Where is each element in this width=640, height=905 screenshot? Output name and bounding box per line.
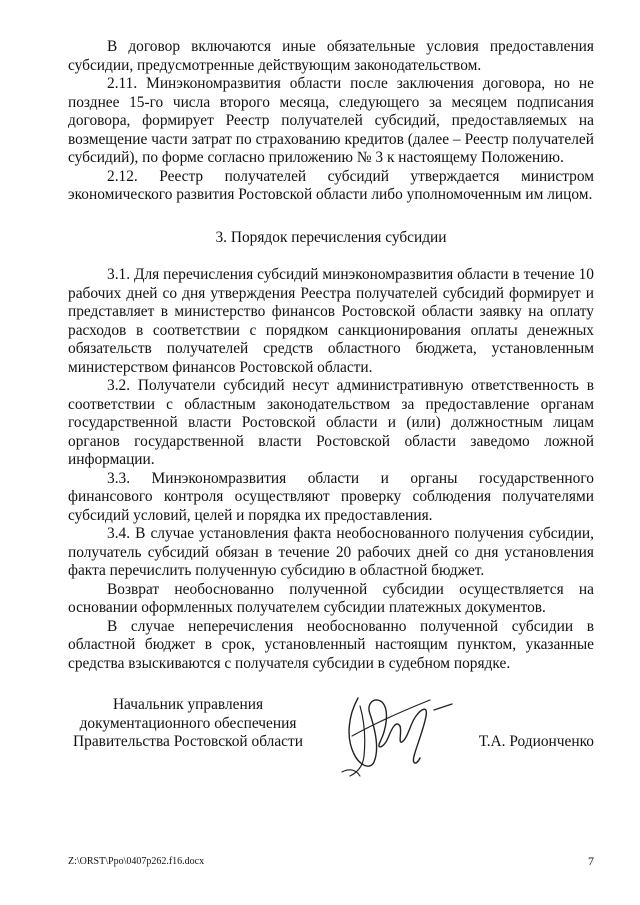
paragraph-3-3: 3.3. Минэкономразвития области и органы государственного финансового контроля осуществляют проверку соблюдения получателями субсидий условий, целей и порядка их предоставления.: [68, 469, 594, 524]
signatory-title-line: Правительства Ростовской области: [73, 733, 303, 750]
page-number: 7: [588, 854, 594, 868]
signatory-title-line: документационного обеспечения: [79, 714, 297, 732]
paragraph-3-2: 3.2. Получатели субсидий несут административную ответственность в соответствии с областным законодательством за предоставление органам государственной власти Ростовской области и (или) должностным лицам органов государственной власти Ростовской области заведомо ложной информации.: [68, 377, 594, 468]
paragraph-2-12: 2.12. Реестр получателей субсидий утверждается министром экономического развития Ростовской области либо уполномоченным им лицом.: [68, 167, 594, 203]
footer-file-path: Z:\ORST\Ppo\0407p262.f16.docx: [68, 856, 205, 867]
handwritten-signature: [330, 676, 460, 786]
signatory-title-line: Начальник управления: [112, 696, 264, 713]
paragraph-3-1: 3.1. Для перечисления субсидий минэкономразвития области в течение 10 рабочих дней со дня утверждения Реестра получателей субсидий формирует и представляет в министерство финансов Ростовской области заявку на оплату расходов в соответствии с порядком санкционирования оплаты денежных обязательств получателей средств областного бюджета, установленным министерством финансов Ростовской области.: [68, 266, 594, 376]
section-heading: 3. Порядок перечисления субсидии: [215, 229, 447, 246]
text-block-lower: [68, 266, 594, 673]
signatory-name: Т.А. Родионченко: [478, 733, 594, 750]
text-block-upper: [68, 38, 594, 205]
paragraph-refund: Возврат необоснованно полученной субсидии осуществляется на основании оформленных получателем субсидии платежных документов.: [68, 580, 594, 616]
paragraph-2-11: 2.11. Минэкономразвития области после заключения договора, но не позднее 15-го числа второго месяца, следующего за месяцем подписания договора, формирует Реестр получателей субсидий, предоставляемых на возмещение части затрат по страхованию кредитов (далее – Реестр получателей субсидий), по форме согласно приложению № 3 к настоящему Положению.: [68, 75, 594, 166]
paragraph-contract-conditions: В договор включаются иные обязательные условия предоставления субсидии, предусмотренные действующим законодательством.: [68, 38, 594, 74]
signatory-title: [68, 696, 308, 752]
paragraph-non-transfer: В случае неперечисления необоснованно полученной субсидии в областной бюджет в срок, установленный настоящим пунктом, указанные средства взыскиваются с получателя субсидии в судебном порядке.: [68, 617, 594, 672]
paragraph-3-4: 3.4. В случае установления факта необоснованного получения субсидии, получатель субсидий обязан в течение 20 рабочих дней со дня установления факта перечислить полученную субсидию в областной бюджет.: [68, 525, 594, 579]
